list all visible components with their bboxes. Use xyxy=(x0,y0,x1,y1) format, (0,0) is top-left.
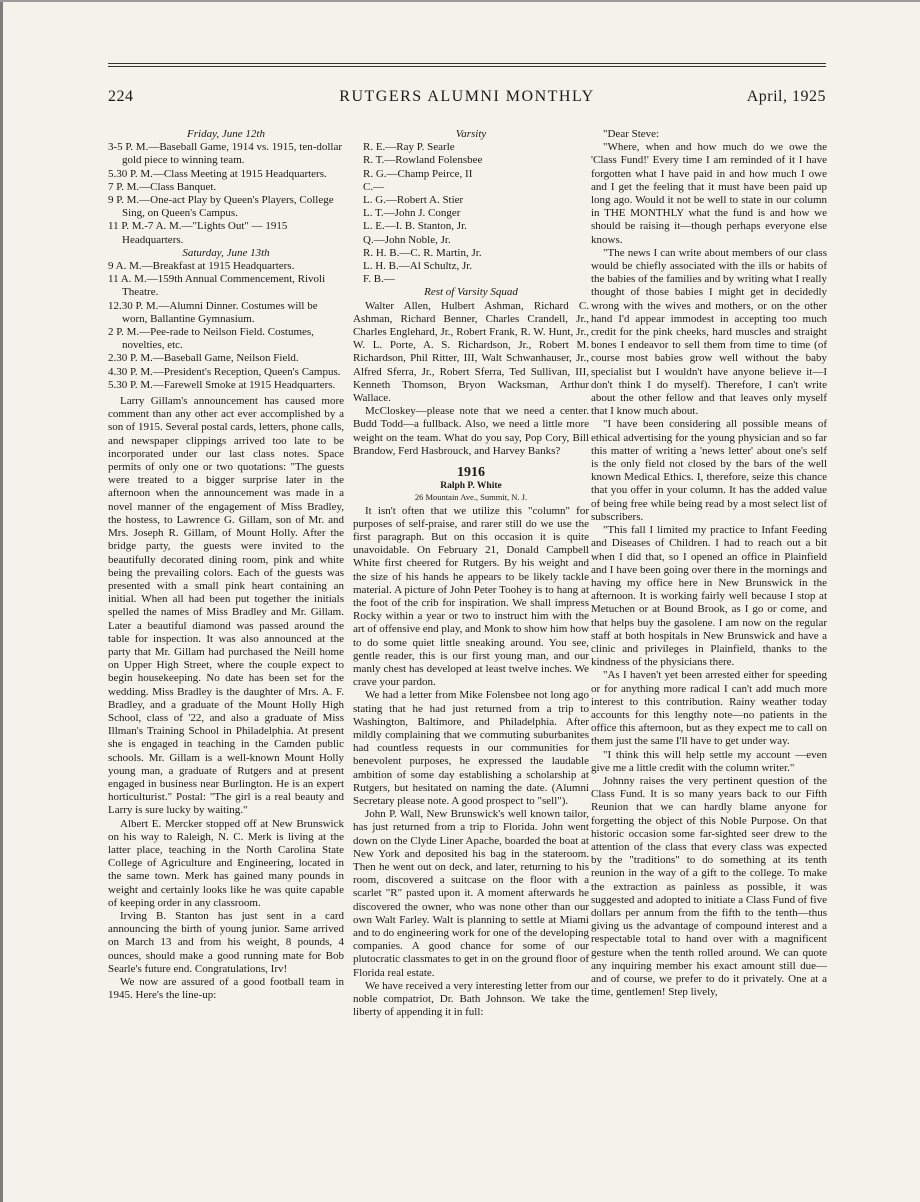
rest-of-squad-heading: Rest of Varsity Squad xyxy=(424,286,518,299)
publication-title: RUTGERS ALUMNI MONTHLY xyxy=(339,88,595,105)
friday-heading: Friday, June 12th xyxy=(187,128,265,140)
paragraph: "This fall I limited my practice to Infant Feeding and Diseases of Children. I had to reach out a bit when I did that, so I opened an office in Plainfield and I have been going over there in the mornings and having my office here in New Brunswick in the afternoon. It is working fairly well because I stop at Metuchen or at Bound Brook, as I go or come, and that helps buy the gasolene. I am now on the regular staff at both hospitals in New Brunswick and have a clinic and privileges in Plainfield, thanks to the kindness of the physicians there. xyxy=(591,524,827,669)
schedule-item: 11 P. M.-7 A. M.—"Lights Out" — 1915 Headquarters. xyxy=(108,220,288,246)
paragraph: It isn't often that we utilize this "column" for purposes of self-praise, and rarer still do we use the first paragraph. But on this occasion it is quite unavoidable. On February 21, Donald Campbell White first cheered for Rutgers. By his weight and the size of his hands he appears to be likely tackle material. A picture of John Peter Toohey is to hang at the foot of the crib for inspiration. We shall impress Rocky within a year or two to instruct him with the art of offensive end play, and Monk to show him how to do some quiet little sneaking around. You see, gentle reader, this is our first young man, and our manly chest has developed at least twelve inches. We crave your pardon. xyxy=(353,504,589,689)
paragraph: Larry Gillam's announcement has caused more comment than any other act ever accomplished by a son of 1915. Several postal cards, letters, phone calls, and newspaper clippings arrived too late to be incorporated under our last class notes. Space permits of only one or two quotations: "The guests were treated to a bigger surprise later in the afternoon when the announcement was made in a novel manner of the engagement of Miss Bradley, the hostess, to Lawrence G. Gillam, son of Mr. and Mrs. Joseph R. Gillam, of Mount Holly. After the bridge party, the guests were invited to the beautifully decorated dining room, pink and white being the prevailing colors. Each of the guests was presented with a small pink heart containing an initial. When all had been put together the initials spelled the names of Miss Bradley and Mr. Gillam. Later a beautiful diamond was passed around the table for inspection. It was also announced at the party that Mr. Gillam had purchased the Neill home on Upper High Street, where the couple expect to begin housekeeping. No date has been set for the wedding. Miss Bradley is the daughter of Mrs. A. F. Bradley, and a graduate of the Mount Holly High School, class of '22, and also a graduate of Miss Illman's Training School in Philadelphia. At present she is engaged in teaching in the Camden public schools. Mr. Gillam is a well-known Mount Holly young man, a graduate of Rutgers and at present engaged in business near Burlington. He is an expert horticulturist." Postal: "The girl is a real beauty and Larry is sure lucky by waiting." xyxy=(108,395,344,817)
lineup-entry: Q.—John Noble, Jr. xyxy=(363,233,451,246)
lineup-entry: L. E.—I. B. Stanton, Jr. xyxy=(363,220,467,233)
column-middle xyxy=(353,128,589,1020)
lineup-entry: C.— xyxy=(363,180,385,193)
column-right xyxy=(591,128,827,999)
paragraph: Irving B. Stanton has just sent in a card announcing the birth of young junior. Same arrived on March 13 and from his weight, 8 pounds, 4 ounces, should make a good running mate for Bob Searle's future end. Congratulations, Irv! xyxy=(108,909,344,975)
schedule-item: 4.30 P. M.—President's Reception, Queen's Campus. xyxy=(108,365,341,378)
paragraph: Albert E. Mercker stopped off at New Brunswick on his way to Raleigh, N. C. Merk is living at the latter place, teaching in the North Carolina State College of Agriculture and Engineering, located in the same town. Merk has gained many pounds in weight and certainly looks like he was quite capable of keeping order in any classroom. xyxy=(108,817,344,909)
paragraph: John P. Wall, New Brunswick's well known tailor, has just returned from a trip to Florida. John went down on the Clyde Liner Apache, boarded the boat at New York and deposited his bag in the stateroom. Then he went out on deck, and later, returning to his room, discovered a suitcase on the floor with a scarlet "R" pasted upon it. A moment afterwards he discovered the owner, who was none other than our own Walt Farley. Walt is planning to settle at Miami and to do engineering work for one of the developing companies. A good chance for some of our plutocratic classmates to get in on the ground floor of Florida real estate. xyxy=(353,808,589,979)
lineup-entry: L. G.—Robert A. Stier xyxy=(363,194,464,207)
lineup-entry: L. T.—John J. Conger xyxy=(363,207,461,220)
issue-date: April, 1925 xyxy=(746,88,826,105)
schedule-item: 9 A. M.—Breakfast at 1915 Headquarters. xyxy=(108,260,295,273)
paragraph: McCloskey—please note that we need a center. Budd Todd—a fullback. Also, we need a little more weight on the team. What do you say, Pop Cory, Bill Brandow, Ferd Hasbrouck, and Harvey Banks? xyxy=(353,405,589,457)
class-reporter: Ralph P. White xyxy=(440,481,502,492)
top-rule xyxy=(108,63,826,67)
varsity-heading: Varsity xyxy=(455,128,487,140)
schedule-item: 2 P. M.—Pee-rade to Neilson Field. Costumes, novelties, etc. xyxy=(108,326,314,352)
paragraph: "I have been considering all possible means of ethical advertising for the young physician and so far this matter of writing a 'news letter' about one's self is the only field not closed by the bars of the well known Medical Ethics. I, therefore, seize this chance that you offer in your column. It has the added value of being free while being read by a most select list of subscribers. xyxy=(591,418,827,523)
paragraph: Walter Allen, Hulbert Ashman, Richard C. Ashman, Richard Benner, Charles Crandell, Jr., Charles Englehard, Jr., Robert Frank, R. W. Hunt, Jr., W. L. Porte, A. S. Richardson, Jr., Robert M. Richardson, Phil Ritter, III, Walt Schwanhauser, Jr., Alfred Sferra, Jr., Robert Sferra, Ted Sullivan, III, Kenneth Thomson, Bryon Wacksman, Arthur Wallace. xyxy=(353,299,589,405)
schedule-item: 5.30 P. M.—Class Meeting at 1915 Headquarters. xyxy=(108,167,327,180)
page-number: 224 xyxy=(108,88,134,105)
lineup-entry: R. H. B.—C. R. Martin, Jr. xyxy=(363,246,482,259)
paragraph: We have received a very interesting letter from our noble compatriot, Dr. Bath Johnson. We take the liberty of appending it in full: xyxy=(353,979,589,1019)
saturday-heading: Saturday, June 13th xyxy=(182,246,270,259)
schedule-item: 9 P. M.—One-act Play by Queen's Players, College Sing, on Queen's Campus. xyxy=(108,194,334,220)
paragraph: "The news I can write about members of our class would be chiefly associated with the ills or habits of the babies of the families and by writing what I really thought of those babies I might get in decidedly wrong with the wives and mothers, or on the other hand I'd appear immodest in accepting too much credit for the pink cheeks, hard muscles and straight bones I endeavor to sell them from time to time (of course most babies grow well without the baby specialist but I wouldn't have anyone believe it—I don't think I do myself). Therefore, I can't write about the other fellow and that leaves only myself that I know much about. xyxy=(591,246,827,418)
schedule-item: 7 P. M.—Class Banquet. xyxy=(108,180,217,193)
paragraph: "I think this will help settle my account —even give me a little credit with the column writer." xyxy=(591,748,827,774)
scan-edge-left xyxy=(0,0,3,1202)
running-header xyxy=(108,88,826,110)
lineup-list xyxy=(353,141,589,286)
paragraph: "As I haven't yet been arrested either for speeding or for anything more radical I can't add much more interest to this contribution. Rainy weather today accounts for this lengthy note—no patients in the office this afternoon, but as they expect me to call on them just the same I'll have to get under way. xyxy=(591,669,827,748)
paragraph: Johnny raises the very pertinent question of the Class Fund. It is so many years back to our Fifth Reunion that we can hardly blame anyone for forgetting the object of this Noble Purpose. On that historic occasion some far-sighted seer drew to the attention of the class that every class was expected by the "traditions" to do something at its tenth reunion in the way of a gift to the college. To make the extraction as painless as possible, it was suggested and adopted to initiate a Class Fund of five dollars per annum from the fifth to the tenth—thus giving us the advantage of compound interest and a respectable total to hand over with a magnificent gesture when the tenth rolled around. We can quote any inquiring member his exact amount still due—and of course, we prefer to do it privately. One at a time, gentlemen! Step lively, xyxy=(591,774,827,999)
schedule-item: 11 A. M.—159th Annual Commencement, Rivoli Theatre. xyxy=(108,273,326,299)
lineup-entry: F. B.— xyxy=(363,273,395,286)
lineup-entry: R. E.—Ray P. Searle xyxy=(363,141,455,154)
class-year-heading: 1916 xyxy=(457,465,485,481)
lineup-entry: R. G.—Champ Peirce, II xyxy=(363,167,473,180)
paragraph: We now are assured of a good football team in 1945. Here's the line-up: xyxy=(108,976,344,1002)
paragraph: We had a letter from Mike Folensbee not long ago stating that he had just returned from a trip to Washington, Baltimore, and Philadelphia. After mildly complaining that we commuting suburbanites had countless requests in our communities for benevolent purposes, he expressed the laudable ambition of some day establishing a scholarship at Rutgers, but hesitated on naming the date. (Alumni Secretary please note. A good prospect to "sell"). xyxy=(353,689,589,808)
scan-edge-top xyxy=(0,0,920,2)
schedule-item: 5.30 P. M.—Farewell Smoke at 1915 Headquarters. xyxy=(108,378,336,391)
paragraph: "Where, when and how much do we owe the 'Class Fund!' Every time I am reminded of it I have forgotten what I have paid in and how much I owe and I get the feeling that it must have been paid up long ago. Would it not be well to state in our column in THE MONTHLY what the fund is and how we should be raising it—though perhaps everyone else knows. xyxy=(591,141,827,246)
schedule-item: 2.30 P. M.—Baseball Game, Neilson Field. xyxy=(108,352,299,365)
schedule-item: 3-5 P. M.—Baseball Game, 1914 vs. 1915, ten-dollar gold piece to winning team. xyxy=(108,141,343,167)
lineup-entry: R. T.—Rowland Folensbee xyxy=(363,154,483,167)
letter-salutation: "Dear Steve: xyxy=(603,128,660,140)
schedule-item: 12.30 P. M.—Alumni Dinner. Costumes will be worn, Ballantine Gymnasium. xyxy=(108,299,318,325)
column-left xyxy=(108,128,344,1002)
lineup-entry: L. H. B.—Al Schultz, Jr. xyxy=(363,260,473,273)
reporter-address: 26 Mountain Ave., Summit, N. J. xyxy=(414,492,528,503)
